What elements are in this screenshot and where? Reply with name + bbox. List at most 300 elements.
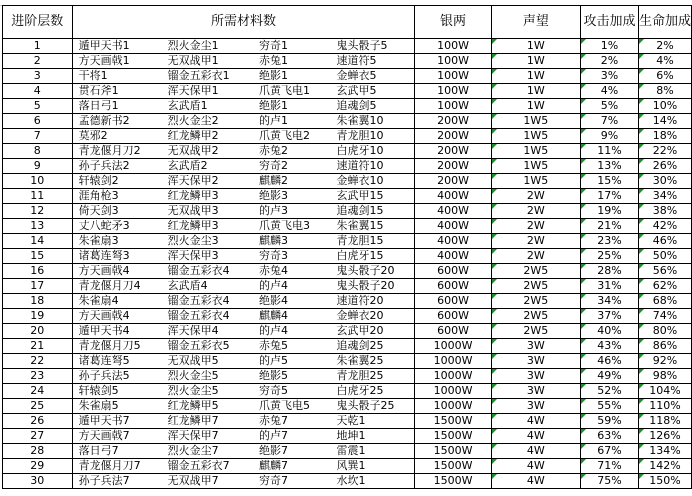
table-row — [3, 324, 692, 339]
cell-material-2[interactable]: 浑天保甲4 — [162, 324, 253, 339]
cell-prestige[interactable]: 1W5 — [491, 159, 580, 174]
cell-level[interactable]: 15 — [3, 249, 73, 264]
cell-prestige[interactable]: 2W5 — [491, 264, 580, 279]
cell-material-3[interactable]: 穷奇5 — [253, 384, 330, 399]
cell-material-1[interactable]: 诸葛连弩5 — [72, 354, 161, 369]
cell-material-3[interactable]: 麒麟2 — [253, 174, 330, 189]
cell-life[interactable]: 150% — [638, 474, 691, 489]
cell-material-2[interactable]: 镏金五彩衣1 — [162, 69, 253, 84]
cell-silver[interactable]: 100W — [415, 99, 491, 114]
cell-attack[interactable]: 21% — [581, 219, 639, 234]
cell-material-1[interactable]: 青龙偃月刀5 — [72, 339, 161, 354]
cell-material-1[interactable]: 方天画戟7 — [72, 429, 161, 444]
cell-material-2[interactable]: 浑天保甲3 — [162, 249, 253, 264]
cell-material-2[interactable]: 镏金五彩衣7 — [162, 459, 253, 474]
cell-silver[interactable]: 400W — [415, 234, 491, 249]
cell-material-1[interactable]: 轩辕剑2 — [72, 174, 161, 189]
cell-silver[interactable]: 200W — [415, 144, 491, 159]
cell-prestige[interactable]: 1W5 — [491, 174, 580, 189]
cell-life[interactable]: 4% — [638, 54, 691, 69]
cell-level[interactable]: 18 — [3, 294, 73, 309]
cell-attack[interactable]: 17% — [581, 189, 639, 204]
cell-attack[interactable]: 67% — [581, 444, 639, 459]
table-row — [3, 114, 692, 129]
cell-life[interactable]: 38% — [638, 204, 691, 219]
cell-attack[interactable]: 37% — [581, 309, 639, 324]
cell-level[interactable]: 11 — [3, 189, 73, 204]
cell-prestige[interactable]: 4W — [491, 459, 580, 474]
cell-material-1[interactable]: 青龙偃月刀4 — [72, 279, 161, 294]
table-row — [3, 54, 692, 69]
cell-material-1[interactable]: 孟德新书2 — [72, 114, 161, 129]
cell-level[interactable]: 6 — [3, 114, 73, 129]
cell-prestige[interactable]: 1W5 — [491, 144, 580, 159]
cell-life[interactable]: 10% — [638, 99, 691, 114]
cell-attack[interactable]: 13% — [581, 159, 639, 174]
cell-prestige[interactable]: 2W5 — [491, 324, 580, 339]
cell-material-1[interactable]: 青龙偃月刀2 — [72, 144, 161, 159]
cell-prestige[interactable]: 1W — [491, 84, 580, 99]
cell-material-4[interactable]: 青龙胆15 — [330, 234, 415, 249]
cell-level[interactable]: 4 — [3, 84, 73, 99]
table-row — [3, 69, 692, 84]
cell-material-2[interactable]: 烈火金尘5 — [162, 384, 253, 399]
table-row — [3, 399, 692, 414]
cell-attack[interactable]: 11% — [581, 144, 639, 159]
cell-material-1[interactable]: 孙子兵法5 — [72, 369, 161, 384]
cell-life[interactable]: 22% — [638, 144, 691, 159]
cell-prestige[interactable]: 3W — [491, 399, 580, 414]
cell-silver[interactable]: 100W — [415, 54, 491, 69]
cell-prestige[interactable]: 2W — [491, 234, 580, 249]
cell-material-4[interactable]: 追魂剑5 — [330, 99, 415, 114]
table-row — [3, 84, 692, 99]
cell-material-2[interactable]: 玄武盾1 — [162, 99, 253, 114]
cell-material-4[interactable]: 白虎牙25 — [330, 384, 415, 399]
cell-life[interactable]: 92% — [638, 354, 691, 369]
cell-material-3[interactable]: 的卢1 — [253, 114, 330, 129]
cell-prestige[interactable]: 2W — [491, 249, 580, 264]
cell-prestige[interactable]: 2W — [491, 189, 580, 204]
cell-attack[interactable]: 52% — [581, 384, 639, 399]
table-row — [3, 369, 692, 384]
cell-material-1[interactable]: 落日弓7 — [72, 444, 161, 459]
cell-silver[interactable]: 600W — [415, 279, 491, 294]
cell-level[interactable]: 3 — [3, 69, 73, 84]
cell-life[interactable]: 142% — [638, 459, 691, 474]
cell-material-4[interactable]: 金蝉衣10 — [330, 174, 415, 189]
cell-material-4[interactable]: 青龙胆25 — [330, 369, 415, 384]
cell-silver[interactable]: 100W — [415, 39, 491, 54]
cell-material-3[interactable]: 绝影7 — [253, 444, 330, 459]
cell-material-2[interactable]: 无双战甲5 — [162, 354, 253, 369]
cell-material-3[interactable]: 赤兔7 — [253, 414, 330, 429]
cell-material-3[interactable]: 赤兔4 — [253, 264, 330, 279]
cell-life[interactable]: 86% — [638, 339, 691, 354]
cell-prestige[interactable]: 3W — [491, 339, 580, 354]
table-row — [3, 294, 692, 309]
cell-level[interactable]: 12 — [3, 204, 73, 219]
cell-level[interactable]: 17 — [3, 279, 73, 294]
cell-attack[interactable]: 28% — [581, 264, 639, 279]
cell-material-4[interactable]: 玄武甲15 — [330, 189, 415, 204]
cell-material-4[interactable]: 鬼头骰子5 — [330, 39, 415, 54]
cell-level[interactable]: 14 — [3, 234, 73, 249]
cell-material-2[interactable]: 红龙鳞甲7 — [162, 414, 253, 429]
cell-material-4[interactable]: 朱雀翼15 — [330, 219, 415, 234]
cell-attack[interactable]: 71% — [581, 459, 639, 474]
cell-silver[interactable]: 600W — [415, 309, 491, 324]
cell-prestige[interactable]: 2W5 — [491, 309, 580, 324]
cell-silver[interactable]: 400W — [415, 204, 491, 219]
cell-material-2[interactable]: 玄武盾2 — [162, 159, 253, 174]
cell-material-1[interactable]: 方天画戟4 — [72, 264, 161, 279]
header-attack[interactable]: 攻击加成 — [581, 6, 639, 39]
cell-silver[interactable]: 400W — [415, 249, 491, 264]
cell-material-1[interactable]: 遁甲天书1 — [72, 39, 161, 54]
cell-material-4[interactable]: 地坤1 — [330, 429, 415, 444]
cell-material-4[interactable]: 白虎牙10 — [330, 144, 415, 159]
cell-attack[interactable]: 25% — [581, 249, 639, 264]
table-row — [3, 339, 692, 354]
cell-attack[interactable]: 2% — [581, 54, 639, 69]
cell-level[interactable]: 1 — [3, 39, 73, 54]
cell-prestige[interactable]: 2W — [491, 219, 580, 234]
cell-material-2[interactable]: 红龙鳞甲2 — [162, 129, 253, 144]
cell-level[interactable]: 19 — [3, 309, 73, 324]
cell-material-3[interactable]: 穷奇1 — [253, 39, 330, 54]
cell-material-4[interactable]: 白虎牙15 — [330, 249, 415, 264]
cell-material-4[interactable]: 速道符5 — [330, 54, 415, 69]
cell-material-3[interactable]: 爪黄飞电3 — [253, 219, 330, 234]
cell-material-2[interactable]: 镏金五彩衣4 — [162, 264, 253, 279]
cell-material-2[interactable]: 浑天保甲7 — [162, 429, 253, 444]
cell-material-4[interactable]: 朱雀翼10 — [330, 114, 415, 129]
cell-prestige[interactable]: 1W — [491, 69, 580, 84]
cell-material-3[interactable]: 的卢3 — [253, 204, 330, 219]
cell-material-3[interactable]: 麒麟3 — [253, 234, 330, 249]
cell-material-1[interactable]: 朱雀扇5 — [72, 399, 161, 414]
cell-life[interactable]: 74% — [638, 309, 691, 324]
table-row — [3, 159, 692, 174]
cell-life[interactable]: 62% — [638, 279, 691, 294]
cell-material-1[interactable]: 朱雀扇3 — [72, 234, 161, 249]
cell-level[interactable]: 30 — [3, 474, 73, 489]
cell-material-2[interactable]: 浑天保甲1 — [162, 84, 253, 99]
cell-attack[interactable]: 46% — [581, 354, 639, 369]
cell-prestige[interactable]: 3W — [491, 369, 580, 384]
cell-material-4[interactable]: 金蝉衣5 — [330, 69, 415, 84]
cell-material-2[interactable]: 无双战甲2 — [162, 144, 253, 159]
cell-material-3[interactable]: 绝影4 — [253, 294, 330, 309]
cell-level[interactable]: 23 — [3, 369, 73, 384]
cell-material-1[interactable]: 倚天剑3 — [72, 204, 161, 219]
cell-material-4[interactable]: 追魂剑25 — [330, 339, 415, 354]
cell-material-4[interactable]: 天乾1 — [330, 414, 415, 429]
cell-material-2[interactable]: 镏金五彩衣4 — [162, 294, 253, 309]
cell-material-3[interactable]: 爪黄飞电5 — [253, 399, 330, 414]
cell-material-2[interactable]: 烈火金尘5 — [162, 369, 253, 384]
cell-silver[interactable]: 1500W — [415, 414, 491, 429]
cell-life[interactable]: 126% — [638, 429, 691, 444]
cell-life[interactable]: 18% — [638, 129, 691, 144]
cell-level[interactable]: 26 — [3, 414, 73, 429]
cell-attack[interactable]: 1% — [581, 39, 639, 54]
cell-material-1[interactable]: 遁甲天书7 — [72, 414, 161, 429]
cell-material-4[interactable]: 速道符10 — [330, 159, 415, 174]
cell-material-4[interactable]: 青龙胆10 — [330, 129, 415, 144]
cell-prestige[interactable]: 2W5 — [491, 294, 580, 309]
cell-material-3[interactable]: 赤兔5 — [253, 339, 330, 354]
cell-material-1[interactable]: 诸葛连弩3 — [72, 249, 161, 264]
cell-material-1[interactable]: 轩辕剑5 — [72, 384, 161, 399]
cell-material-1[interactable]: 落日弓1 — [72, 99, 161, 114]
cell-attack[interactable]: 63% — [581, 429, 639, 444]
cell-material-3[interactable]: 穷奇7 — [253, 474, 330, 489]
cell-life[interactable]: 98% — [638, 369, 691, 384]
cell-prestige[interactable]: 1W — [491, 39, 580, 54]
cell-prestige[interactable]: 1W — [491, 54, 580, 69]
cell-silver[interactable]: 100W — [415, 84, 491, 99]
cell-material-3[interactable]: 穷奇2 — [253, 159, 330, 174]
cell-prestige[interactable]: 4W — [491, 429, 580, 444]
cell-silver[interactable]: 400W — [415, 219, 491, 234]
cell-silver[interactable]: 1500W — [415, 459, 491, 474]
cell-material-2[interactable]: 无双战甲7 — [162, 474, 253, 489]
cell-silver[interactable]: 200W — [415, 174, 491, 189]
cell-material-3[interactable]: 赤兔1 — [253, 54, 330, 69]
table-row — [3, 144, 692, 159]
cell-material-3[interactable]: 绝影1 — [253, 69, 330, 84]
header-level[interactable]: 进阶层数 — [3, 6, 73, 39]
cell-level[interactable]: 8 — [3, 144, 73, 159]
cell-material-4[interactable]: 玄武甲5 — [330, 84, 415, 99]
table-row — [3, 234, 692, 249]
cell-material-1[interactable]: 孙子兵法2 — [72, 159, 161, 174]
cell-level[interactable]: 28 — [3, 444, 73, 459]
cell-material-3[interactable]: 赤兔2 — [253, 144, 330, 159]
cell-material-1[interactable]: 方天画戟4 — [72, 309, 161, 324]
cell-level[interactable]: 24 — [3, 384, 73, 399]
cell-material-3[interactable]: 绝影5 — [253, 369, 330, 384]
cell-level[interactable]: 2 — [3, 54, 73, 69]
cell-silver[interactable]: 100W — [415, 69, 491, 84]
cell-material-2[interactable]: 烈火金尘1 — [162, 39, 253, 54]
cell-material-2[interactable]: 浑天保甲2 — [162, 174, 253, 189]
cell-material-4[interactable]: 水坎1 — [330, 474, 415, 489]
cell-prestige[interactable]: 4W — [491, 474, 580, 489]
cell-silver[interactable]: 200W — [415, 114, 491, 129]
cell-level[interactable]: 5 — [3, 99, 73, 114]
cell-life[interactable]: 68% — [638, 294, 691, 309]
cell-life[interactable]: 46% — [638, 234, 691, 249]
table-row — [3, 309, 692, 324]
table-row — [3, 414, 692, 429]
cell-silver[interactable]: 600W — [415, 264, 491, 279]
cell-material-4[interactable]: 玄武甲20 — [330, 324, 415, 339]
cell-silver[interactable]: 600W — [415, 294, 491, 309]
cell-life[interactable]: 134% — [638, 444, 691, 459]
upgrade-table — [2, 5, 692, 489]
header-life[interactable]: 生命加成 — [638, 6, 691, 39]
cell-attack[interactable]: 43% — [581, 339, 639, 354]
header-row — [3, 6, 692, 39]
cell-attack[interactable]: 75% — [581, 474, 639, 489]
cell-material-2[interactable]: 烈火金尘2 — [162, 114, 253, 129]
cell-material-4[interactable]: 风巽1 — [330, 459, 415, 474]
cell-attack[interactable]: 40% — [581, 324, 639, 339]
cell-life[interactable]: 26% — [638, 159, 691, 174]
cell-attack[interactable]: 7% — [581, 114, 639, 129]
cell-material-3[interactable]: 麒麟4 — [253, 309, 330, 324]
cell-life[interactable]: 2% — [638, 39, 691, 54]
cell-material-4[interactable]: 朱雀翼25 — [330, 354, 415, 369]
cell-material-3[interactable]: 爪黄飞电1 — [253, 84, 330, 99]
cell-level[interactable]: 7 — [3, 129, 73, 144]
cell-life[interactable]: 6% — [638, 69, 691, 84]
cell-material-4[interactable]: 鬼头骰子20 — [330, 264, 415, 279]
cell-material-3[interactable]: 麒麟7 — [253, 459, 330, 474]
cell-material-3[interactable]: 绝影3 — [253, 189, 330, 204]
cell-material-1[interactable]: 遁甲天书4 — [72, 324, 161, 339]
cell-attack[interactable]: 9% — [581, 129, 639, 144]
cell-material-2[interactable]: 无双战甲3 — [162, 204, 253, 219]
cell-material-3[interactable]: 的卢4 — [253, 324, 330, 339]
cell-prestige[interactable]: 1W — [491, 99, 580, 114]
cell-silver[interactable]: 1000W — [415, 399, 491, 414]
cell-material-4[interactable]: 金蝉衣20 — [330, 309, 415, 324]
cell-material-2[interactable]: 无双战甲1 — [162, 54, 253, 69]
cell-prestige[interactable]: 2W — [491, 204, 580, 219]
cell-material-2[interactable]: 红龙鳞甲5 — [162, 399, 253, 414]
cell-life[interactable]: 30% — [638, 174, 691, 189]
cell-silver[interactable]: 600W — [415, 324, 491, 339]
cell-material-3[interactable]: 的卢7 — [253, 429, 330, 444]
cell-life[interactable]: 118% — [638, 414, 691, 429]
cell-material-2[interactable]: 红龙鳞甲3 — [162, 189, 253, 204]
cell-material-2[interactable]: 烈火金尘3 — [162, 234, 253, 249]
cell-prestige[interactable]: 4W — [491, 444, 580, 459]
cell-material-1[interactable]: 丈八蛇矛3 — [72, 219, 161, 234]
cell-material-1[interactable]: 莫邪2 — [72, 129, 161, 144]
cell-life[interactable]: 110% — [638, 399, 691, 414]
header-materials[interactable]: 所需材料数 — [72, 6, 415, 39]
table-row — [3, 249, 692, 264]
cell-material-1[interactable]: 干将1 — [72, 69, 161, 84]
cell-level[interactable]: 22 — [3, 354, 73, 369]
cell-attack[interactable]: 5% — [581, 99, 639, 114]
cell-material-2[interactable]: 玄武盾4 — [162, 279, 253, 294]
cell-attack[interactable]: 55% — [581, 399, 639, 414]
cell-material-3[interactable]: 绝影1 — [253, 99, 330, 114]
cell-level[interactable]: 13 — [3, 219, 73, 234]
cell-prestige[interactable]: 3W — [491, 354, 580, 369]
cell-life[interactable]: 34% — [638, 189, 691, 204]
cell-silver[interactable]: 200W — [415, 159, 491, 174]
cell-level[interactable]: 16 — [3, 264, 73, 279]
cell-material-2[interactable]: 镏金五彩衣5 — [162, 339, 253, 354]
cell-material-3[interactable]: 穷奇3 — [253, 249, 330, 264]
cell-material-4[interactable]: 速道符20 — [330, 294, 415, 309]
table-row — [3, 384, 692, 399]
cell-silver[interactable]: 1000W — [415, 354, 491, 369]
cell-attack[interactable]: 3% — [581, 69, 639, 84]
cell-attack[interactable]: 23% — [581, 234, 639, 249]
cell-prestige[interactable]: 2W5 — [491, 279, 580, 294]
cell-attack[interactable]: 49% — [581, 369, 639, 384]
cell-life[interactable]: 56% — [638, 264, 691, 279]
table-row — [3, 219, 692, 234]
cell-life[interactable]: 42% — [638, 219, 691, 234]
cell-prestige[interactable]: 3W — [491, 384, 580, 399]
cell-level[interactable]: 20 — [3, 324, 73, 339]
cell-life[interactable]: 80% — [638, 324, 691, 339]
cell-material-4[interactable]: 鬼头骰子20 — [330, 279, 415, 294]
cell-level[interactable]: 29 — [3, 459, 73, 474]
cell-silver[interactable]: 1500W — [415, 444, 491, 459]
cell-material-1[interactable]: 涯角枪3 — [72, 189, 161, 204]
cell-prestige[interactable]: 1W5 — [491, 129, 580, 144]
cell-material-2[interactable]: 镏金五彩衣4 — [162, 309, 253, 324]
table-row — [3, 354, 692, 369]
cell-material-3[interactable]: 的卢5 — [253, 354, 330, 369]
cell-material-4[interactable]: 雷震1 — [330, 444, 415, 459]
cell-attack[interactable]: 31% — [581, 279, 639, 294]
cell-level[interactable]: 25 — [3, 399, 73, 414]
cell-silver[interactable]: 1500W — [415, 429, 491, 444]
cell-level[interactable]: 27 — [3, 429, 73, 444]
cell-silver[interactable]: 1000W — [415, 384, 491, 399]
cell-material-1[interactable]: 贯石斧1 — [72, 84, 161, 99]
table-row — [3, 444, 692, 459]
cell-level[interactable]: 9 — [3, 159, 73, 174]
table-row — [3, 279, 692, 294]
table-row — [3, 474, 692, 489]
cell-material-1[interactable]: 方天画戟1 — [72, 54, 161, 69]
cell-attack[interactable]: 15% — [581, 174, 639, 189]
cell-prestige[interactable]: 4W — [491, 414, 580, 429]
cell-material-2[interactable]: 烈火金尘7 — [162, 444, 253, 459]
cell-material-4[interactable]: 鬼头骰子25 — [330, 399, 415, 414]
cell-material-3[interactable]: 的卢4 — [253, 279, 330, 294]
cell-attack[interactable]: 34% — [581, 294, 639, 309]
header-silver[interactable]: 银两 — [415, 6, 491, 39]
cell-life[interactable]: 8% — [638, 84, 691, 99]
cell-silver[interactable]: 1500W — [415, 474, 491, 489]
cell-life[interactable]: 50% — [638, 249, 691, 264]
cell-prestige[interactable]: 1W5 — [491, 114, 580, 129]
cell-level[interactable]: 21 — [3, 339, 73, 354]
cell-silver[interactable]: 1000W — [415, 369, 491, 384]
cell-level[interactable]: 10 — [3, 174, 73, 189]
cell-attack[interactable]: 59% — [581, 414, 639, 429]
cell-life[interactable]: 14% — [638, 114, 691, 129]
cell-attack[interactable]: 4% — [581, 84, 639, 99]
cell-material-1[interactable]: 朱雀扇4 — [72, 294, 161, 309]
cell-silver[interactable]: 400W — [415, 189, 491, 204]
cell-life[interactable]: 104% — [638, 384, 691, 399]
table-row — [3, 39, 692, 54]
cell-silver[interactable]: 200W — [415, 129, 491, 144]
cell-attack[interactable]: 19% — [581, 204, 639, 219]
cell-material-2[interactable]: 红龙鳞甲3 — [162, 219, 253, 234]
cell-material-1[interactable]: 孙子兵法7 — [72, 474, 161, 489]
header-prestige[interactable]: 声望 — [491, 6, 580, 39]
cell-silver[interactable]: 1000W — [415, 339, 491, 354]
cell-material-4[interactable]: 追魂剑15 — [330, 204, 415, 219]
cell-material-1[interactable]: 青龙偃月刀7 — [72, 459, 161, 474]
cell-material-3[interactable]: 爪黄飞电2 — [253, 129, 330, 144]
